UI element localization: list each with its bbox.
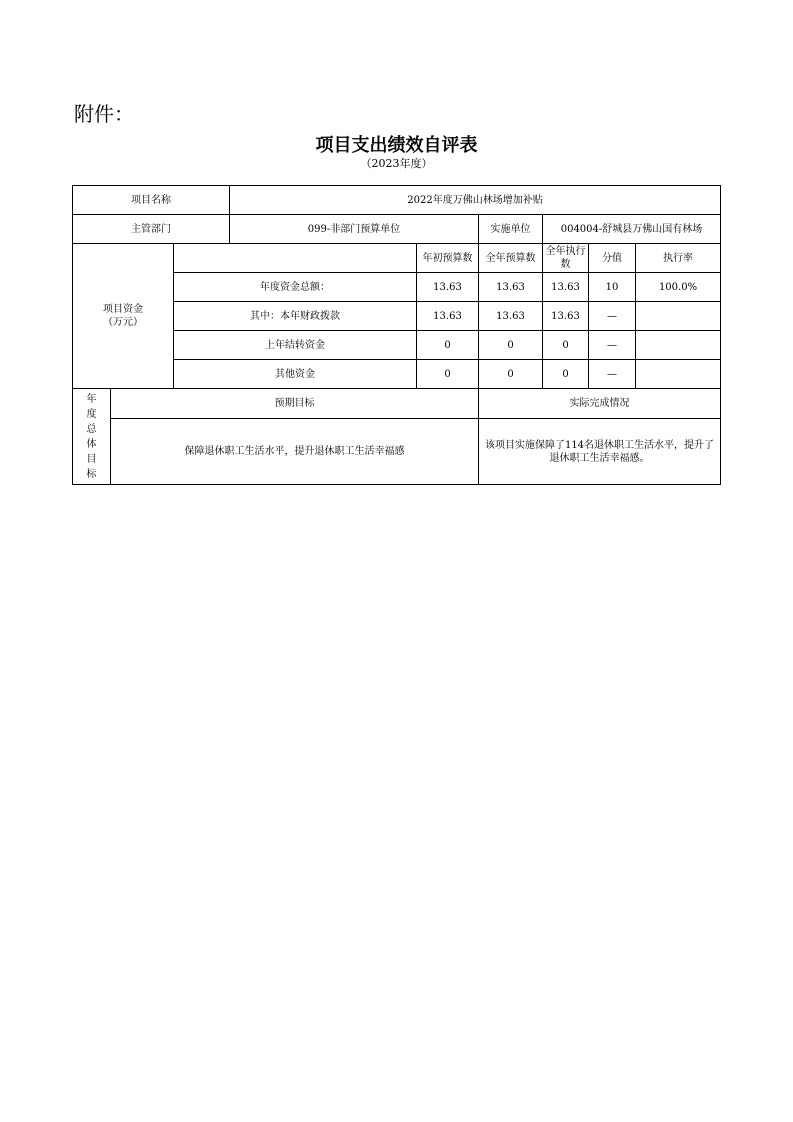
department-row [73, 215, 721, 244]
goals-actual-text: 该项目实施保障了114名退休职工生活水平，提升了退休职工生活幸福感。 [479, 419, 721, 485]
self-evaluation-table [72, 185, 721, 485]
page-subtitle: （2023年度） [360, 157, 433, 170]
funds-rate-value: 100.0% [636, 273, 721, 302]
funds-header-exec: 全年执行数 [543, 244, 589, 273]
funds-label: 项目资金 （万元） [73, 244, 174, 389]
project-name-value: 2022年度万佛山林场增加补贴 [230, 186, 721, 215]
dept-value: 099-非部门预算单位 [230, 215, 479, 244]
page-title: 项目支出绩效自评表 [315, 135, 478, 156]
funds-score-value: — [589, 360, 636, 389]
goals-actual-header: 实际完成情况 [479, 389, 721, 419]
funds-header-rate: 执行率 [636, 244, 721, 273]
impl-label: 实施单位 [479, 215, 543, 244]
funds-header-row [73, 244, 721, 273]
goals-expected-header: 预期目标 [111, 389, 479, 419]
funds-annual-value: 0 [479, 360, 543, 389]
funds-init-value: 13.63 [417, 273, 479, 302]
funds-init-value: 0 [417, 331, 479, 360]
funds-exec-value: 0 [543, 331, 589, 360]
project-name-row [73, 186, 721, 215]
funds-header-init: 年初预算数 [417, 244, 479, 273]
funds-score-value: — [589, 331, 636, 360]
funds-init-value: 0 [417, 360, 479, 389]
funds-score-value: — [589, 302, 636, 331]
attachment-label: 附件： [74, 102, 134, 126]
goals-content-row [73, 419, 721, 485]
funds-rate-value [636, 331, 721, 360]
dept-label: 主管部门 [73, 215, 230, 244]
funds-row-label: 其他资金 [174, 360, 417, 389]
funds-init-value: 13.63 [417, 302, 479, 331]
funds-row-label: 上年结转资金 [174, 331, 417, 360]
funds-rate-value [636, 360, 721, 389]
funds-row-label: 其中：本年财政拨款 [174, 302, 417, 331]
impl-value: 004004-舒城县万佛山国有林场 [543, 215, 721, 244]
funds-header-score-value: 分值 [589, 244, 636, 273]
funds-exec-value: 13.63 [543, 273, 589, 302]
funds-annual-value: 13.63 [479, 273, 543, 302]
funds-annual-value: 13.63 [479, 302, 543, 331]
funds-score-value: 10 [589, 273, 636, 302]
funds-exec-value: 0 [543, 360, 589, 389]
funds-rate-value [636, 302, 721, 331]
project-name-label: 项目名称 [73, 186, 230, 215]
funds-row-label: 年度资金总额： [174, 273, 417, 302]
funds-header-blank [174, 244, 417, 273]
goals-label: 年 度 总 体 目 标 [73, 389, 111, 485]
funds-header-annual: 全年预算数 [479, 244, 543, 273]
goals-header-row [73, 389, 721, 419]
goals-expected-text: 保障退休职工生活水平，提升退休职工生活幸福感 [111, 419, 479, 485]
funds-annual-value: 0 [479, 331, 543, 360]
funds-exec-value: 13.63 [543, 302, 589, 331]
